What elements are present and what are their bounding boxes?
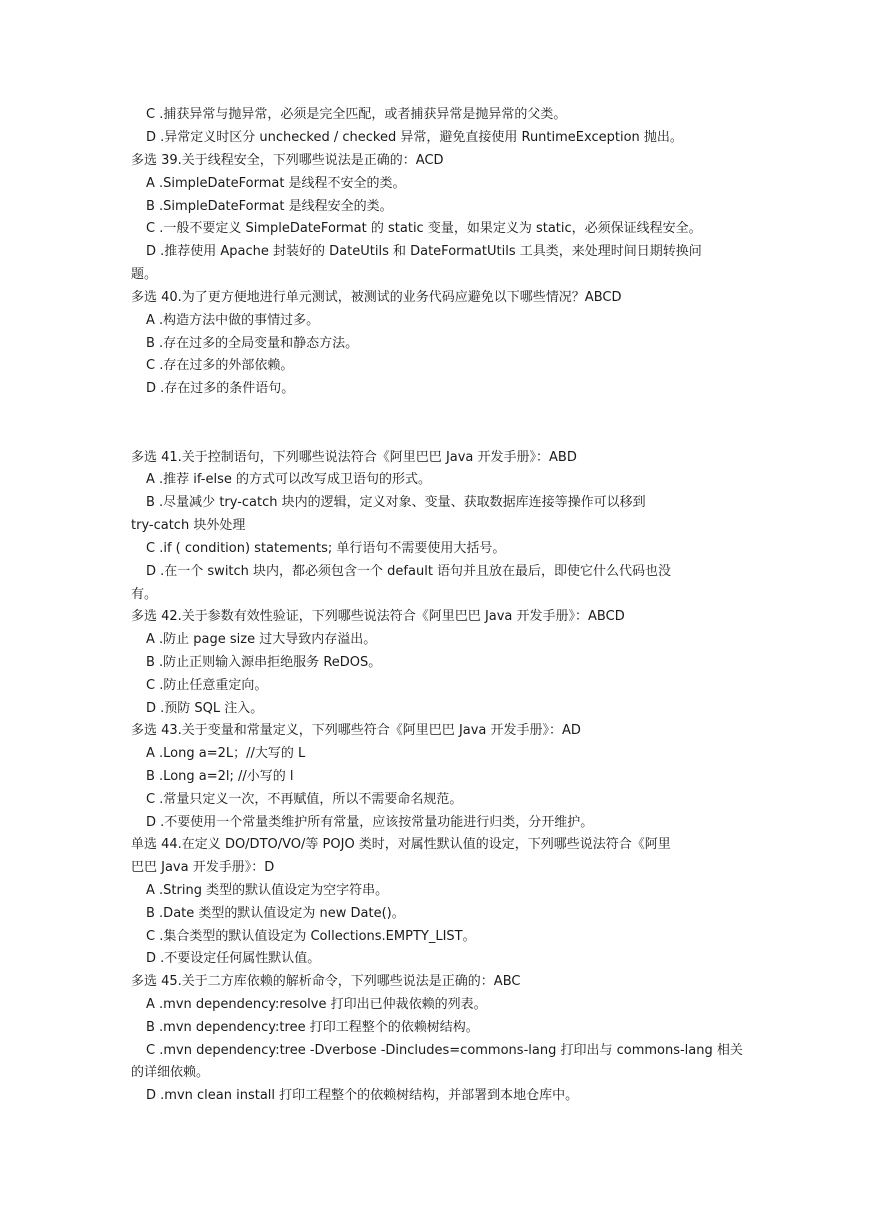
option-d-text: D .mvn clean install 打印工程整个的依赖树结构，并部署到本地仓库中。 [146, 1088, 579, 1103]
question-43: 多选 43.关于变量和常量定义，下列哪些符合《阿里巴巴 Java 开发手册》：AD [131, 723, 581, 738]
option-b-wrap: try-catch 块外处理 [131, 518, 246, 533]
option-a-text: A .推荐 if-else 的方式可以改写成卫语句的形式。 [146, 472, 431, 487]
option-d-wrap: 有。 [131, 587, 158, 602]
question-45: 多选 45.关于二方库依赖的解析命令，下列哪些说法是正确的：ABC [131, 974, 521, 989]
option-c-text: C .常量只定义一次，不再赋值，所以不需要命名规范。 [146, 792, 463, 807]
question-41: 多选 41.关于控制语句，下列哪些说法符合《阿里巴巴 Java 开发手册》：ABD [131, 450, 577, 465]
option-a-text: A .mvn dependency:resolve 打印出已仲裁依赖的列表。 [146, 997, 487, 1012]
question-42: 多选 42.关于参数有效性验证，下列哪些说法符合《阿里巴巴 Java 开发手册》：ABCD [131, 609, 625, 624]
option-c-text: C .捕获异常与抛异常，必须是完全匹配，或者捕获异常是抛异常的父类。 [146, 107, 567, 122]
option-b-text: B .Date 类型的默认值设定为 new Date()。 [146, 906, 405, 921]
option-d-wrap: 题。 [131, 267, 158, 282]
question-44-wrap: 巴巴 Java 开发手册》：D [131, 860, 275, 875]
option-d-text: D .不要设定任何属性默认值。 [146, 951, 321, 966]
option-d-text: D .预防 SQL 注入。 [146, 701, 264, 716]
question-44: 单选 44.在定义 DO/DTO/VO/等 POJO 类时，对属性默认值的设定，下列哪些说法符合《阿里 [131, 837, 671, 852]
question-39: 多选 39.关于线程安全，下列哪些说法是正确的：ACD [131, 153, 444, 168]
question-40: 多选 40.为了更方便地进行单元测试，被测试的业务代码应避免以下哪些情况？ABCD [131, 290, 622, 305]
option-c-text: C .集合类型的默认值设定为 Collections.EMPTY_LIST。 [146, 929, 476, 944]
option-c-text: C .一般不要定义 SimpleDateFormat 的 static 变量，如果定义为 static，必须保证线程安全。 [146, 221, 702, 236]
option-d-text: D .异常定义时区分 unchecked / checked 异常，避免直接使用 RuntimeException 抛出。 [146, 130, 683, 145]
option-a-text: A .SimpleDateFormat 是线程不安全的类。 [146, 176, 406, 191]
option-d-text: D .在一个 switch 块内，都必须包含一个 default 语句并且放在最后，即使它什么代码也没 [146, 564, 672, 579]
option-a-text: A .防止 page size 过大导致内存溢出。 [146, 632, 377, 647]
option-d-text: D .不要使用一个常量类维护所有常量，应该按常量功能进行归类，分开维护。 [146, 815, 594, 830]
option-a-text: A .String 类型的默认值设定为空字符串。 [146, 883, 389, 898]
option-c-text: C .存在过多的外部依赖。 [146, 358, 294, 373]
option-c-text: C .mvn dependency:tree -Dverbose -Dincludes=commons-lang 打印出与 commons-lang 相关 [146, 1043, 743, 1058]
option-a-text: A .Long a=2L；//大写的 L [146, 746, 306, 761]
option-d-text: D .存在过多的条件语句。 [146, 381, 295, 396]
option-b-text: B .尽量减少 try-catch 块内的逻辑，定义对象、变量、获取数据库连接等操作可以移到 [146, 495, 646, 510]
option-b-text: B .Long a=2l; //小写的 l [146, 769, 294, 784]
option-d-text: D .推荐使用 Apache 封装好的 DateUtils 和 DateFormatUtils 工具类，来处理时间日期转换问 [146, 244, 702, 259]
option-b-text: B .SimpleDateFormat 是线程安全的类。 [146, 199, 393, 214]
option-a-text: A .构造方法中做的事情过多。 [146, 313, 320, 328]
option-c-text: C .if ( condition) statements; 单行语句不需要使用大括号。 [146, 541, 506, 556]
option-b-text: B .mvn dependency:tree 打印工程整个的依赖树结构。 [146, 1020, 479, 1035]
option-b-text: B .存在过多的全局变量和静态方法。 [146, 336, 359, 351]
option-c-text: C .防止任意重定向。 [146, 678, 268, 693]
option-c-wrap: 的详细依赖。 [131, 1065, 210, 1080]
option-b-text: B .防止正则输入源串拒绝服务 ReDOS。 [146, 655, 382, 670]
